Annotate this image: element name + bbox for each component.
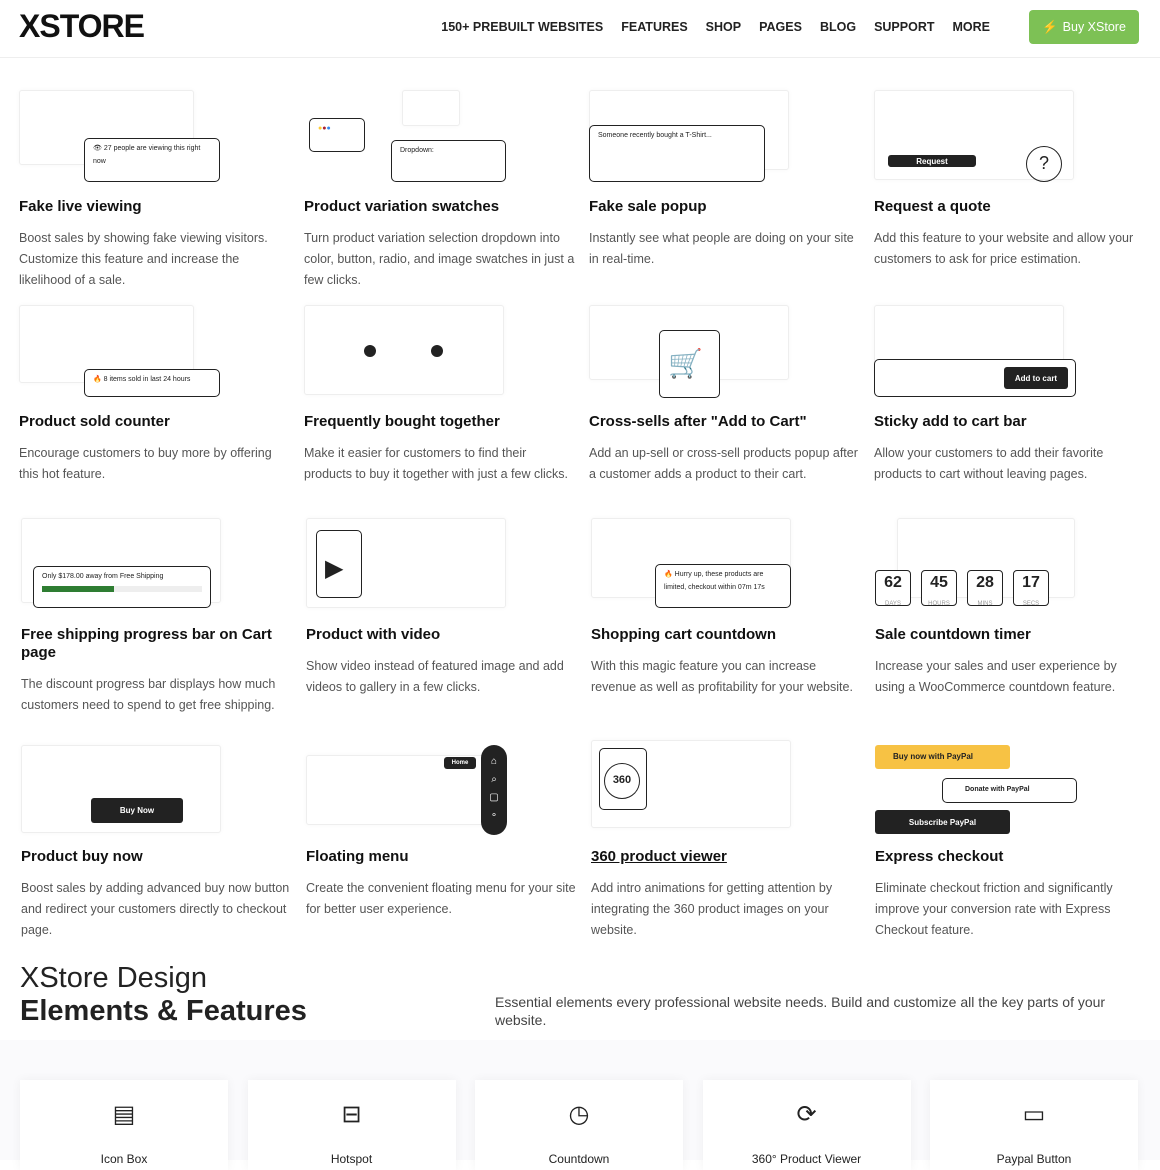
feature-card[interactable] [875,518,1147,698]
feature-card[interactable] [304,90,576,291]
feature-card[interactable] [306,518,578,698]
feature-description: Add this feature to your website and allow your customers to ask for price estimation. [874,231,1134,266]
feature-title[interactable]: Fake sale popup [589,198,707,215]
feature-title[interactable]: 360 product viewer [591,848,727,865]
feature-title[interactable]: Free shipping progress bar on Cart page [21,626,272,661]
feature-card[interactable] [591,740,863,941]
feature-title[interactable]: Product with video [306,626,441,643]
feature-description: Boost sales by adding advanced buy now button and redirect your customers directly to checkout page. [21,881,290,937]
element-label: Paypal Button [996,1152,1072,1166]
countdown-unit: 62 DAYS [875,570,911,606]
feature-preview: Only $178.00 away from Free Shipping [21,518,293,618]
nav-blog[interactable]: BLOG [819,20,857,34]
feature-title[interactable]: Shopping cart countdown [591,626,776,643]
countdown-unit: 45 HOURS [921,570,957,606]
countdown-unit: 28 MINS [967,570,1003,606]
paypal-button-icon: ▭ [1022,1101,1046,1128]
feature-description: The discount progress bar displays how much customers need to spend to get free shipping. [21,677,276,712]
feature-title[interactable]: Fake live viewing [19,198,142,215]
element-card[interactable] [703,1080,911,1170]
feature-card[interactable] [589,305,861,485]
main-nav [441,20,990,34]
feature-card[interactable] [874,305,1146,485]
feature-title[interactable]: Cross-sells after "Add to Cart" [589,413,807,430]
nav-features[interactable]: FEATURES [621,20,688,34]
feature-card[interactable] [19,90,291,291]
hotspot-icon: ⊟ [341,1101,362,1128]
feature-description: Eliminate checkout friction and significantly improve your conversion rate with Express Checkout feature. [875,881,1113,937]
feature-title[interactable]: Express checkout [875,848,1004,865]
feature-preview [304,305,576,405]
element-card[interactable] [930,1080,1138,1170]
feature-card[interactable] [21,740,293,941]
feature-title[interactable]: Sale countdown timer [875,626,1031,643]
feature-card[interactable] [591,518,863,698]
feature-description: Boost sales by showing fake viewing visitors. Customize this feature and increase the likelihood of a sale. [19,231,268,287]
nav-more[interactable]: MORE [952,20,990,34]
feature-card[interactable] [304,305,576,485]
feature-preview: 🛒 [589,305,861,405]
feature-card[interactable] [19,305,291,485]
feature-preview: Buy now with PayPal Donate with PayPal Subscribe PayPal [875,740,1147,840]
feature-preview: Buy Now [21,740,293,840]
element-label: Countdown [548,1152,610,1166]
header [0,0,1160,58]
feature-preview: Someone recently bought a T-Shirt... [589,90,861,190]
feature-title[interactable]: Request a quote [874,198,991,215]
feature-description: Show video instead of featured image and add videos to gallery in a few clicks. [306,659,564,694]
section-description: Essential elements every professional website needs. Build and customize all the key parts of your website. [495,994,1106,1028]
360-viewer-icon: ⟳ [796,1101,817,1128]
feature-card[interactable] [589,90,861,270]
feature-description: With this magic feature you can increase revenue as well as profitability for your website. [591,659,853,694]
feature-card[interactable] [875,740,1147,941]
feature-card[interactable] [874,90,1146,270]
element-card[interactable] [20,1080,228,1170]
feature-preview: Add to cart [874,305,1146,405]
countdown-icon: ◷ [568,1101,590,1128]
nav-support[interactable]: SUPPORT [874,20,935,34]
feature-description: Encourage customers to buy more by offering this hot feature. [19,446,272,481]
element-card[interactable] [248,1080,456,1170]
nav-shop[interactable]: SHOP [705,20,742,34]
feature-preview: 360 [591,740,863,840]
logo[interactable]: XSTORE [19,8,144,44]
feature-description: Increase your sales and user experience by using a WooCommerce countdown feature. [875,659,1117,694]
feature-card[interactable] [306,740,578,920]
feature-preview: ⌂ ⌕ ▢ ∘ Home [306,740,578,840]
feature-description: Make it easier for customers to find their products to buy it together with just a few clicks. [304,446,569,481]
section-title: XStore Design Elements & Features [20,962,307,1027]
countdown-unit: 17 SECS [1013,570,1049,606]
feature-preview [875,518,1147,618]
feature-preview: Request ? [874,90,1146,190]
feature-card[interactable] [21,518,293,716]
feature-title[interactable]: Floating menu [306,848,409,865]
buy-xstore-button[interactable]: ⚡ Buy XStore [1029,10,1139,44]
feature-preview: ●●● Dropdown: [304,90,576,190]
element-label: 360° Product Viewer [751,1152,862,1166]
feature-description: Allow your customers to add their favorite products to cart without leaving pages. [874,446,1104,481]
nav-pages[interactable]: PAGES [759,20,802,34]
feature-description: Instantly see what people are doing on your site in real-time. [589,231,854,266]
bolt-icon: ⚡ [1042,19,1058,34]
feature-description: Add intro animations for getting attention by integrating the 360 product images on your website. [591,881,833,937]
feature-preview: 👁 27 people are viewing this right now [19,90,291,190]
feature-title[interactable]: Product buy now [21,848,143,865]
feature-title[interactable]: Product sold counter [19,413,170,430]
feature-preview: ▶ [306,518,578,618]
nav-prebuilt[interactable]: 150+ PREBUILT WEBSITES [441,20,604,34]
element-card[interactable] [475,1080,683,1170]
feature-preview: 🔥 8 items sold in last 24 hours [19,305,291,405]
feature-description: Turn product variation selection dropdown into color, button, radio, and image swatches in just a few clicks. [304,231,575,287]
feature-title[interactable]: Sticky add to cart bar [874,413,1027,430]
icon-box-icon: ▤ [112,1101,136,1128]
feature-description: Create the convenient floating menu for your site for better user experience. [306,881,576,916]
feature-title[interactable]: Frequently bought together [304,413,500,430]
element-label: Hotspot [330,1152,373,1166]
feature-preview: 🔥 Hurry up, these products are limited, checkout within 07m 17s [591,518,863,618]
element-label: Icon Box [100,1152,148,1166]
feature-title[interactable]: Product variation swatches [304,198,500,215]
feature-description: Add an up-sell or cross-sell products popup after a customer adds a product to their cart. [589,446,858,481]
